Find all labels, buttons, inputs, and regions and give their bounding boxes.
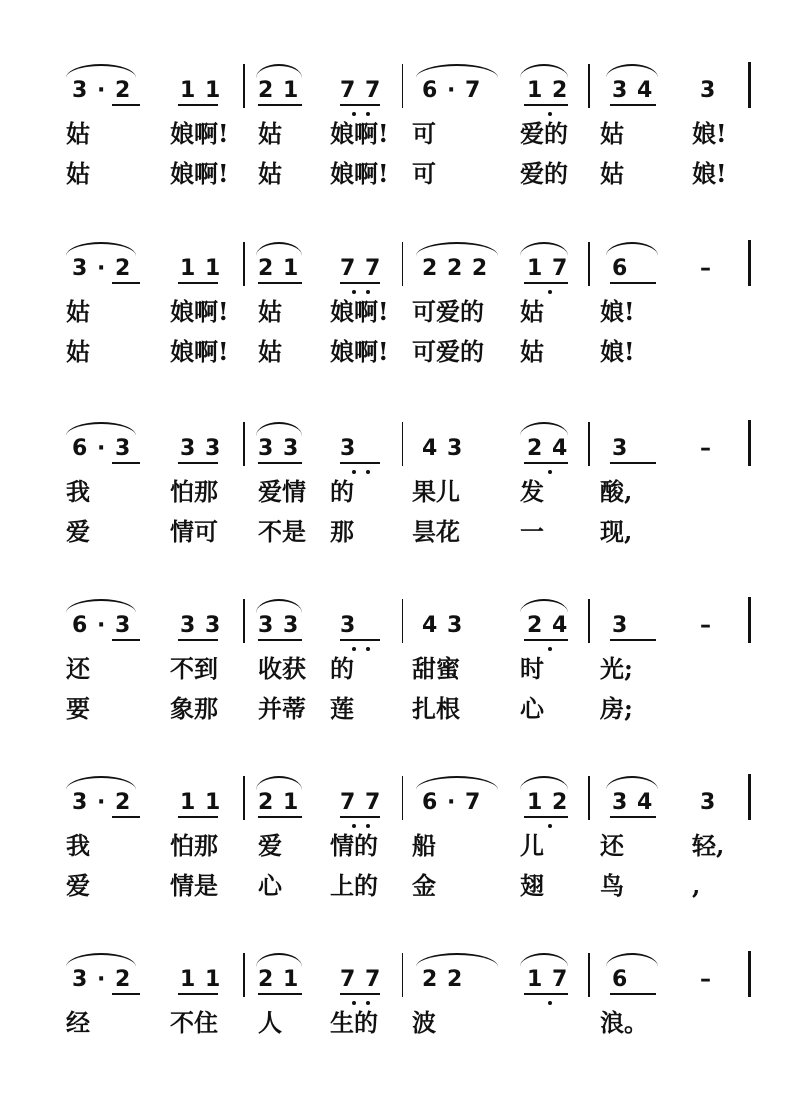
lyric-syllable: 情是 <box>170 871 218 900</box>
beam-line <box>340 993 380 995</box>
slur <box>256 776 302 790</box>
lyric-syllable: 波 <box>412 1008 436 1037</box>
end-bar-line <box>748 597 751 643</box>
lyric-syllable: 娘啊! <box>170 159 229 188</box>
lyric-syllable: 浪。 <box>600 1008 648 1037</box>
slur <box>520 422 568 436</box>
note-group: 2 2 2 <box>422 256 489 281</box>
lyric-syllable: 象那 <box>170 694 218 723</box>
note-group: 1 7 <box>527 967 569 992</box>
lyric-syllable: 姑 <box>258 159 282 188</box>
note-group: 6 · 7 <box>422 790 482 815</box>
lyric-syllable: 娘啊! <box>170 297 229 326</box>
lyric-syllable: 姑 <box>600 119 624 148</box>
note-group: 3 <box>612 613 629 638</box>
lyric-syllable: 发 <box>520 477 544 506</box>
lyric-syllable: 娘! <box>600 297 635 326</box>
octave-dot <box>366 824 370 828</box>
beam-line <box>610 282 656 284</box>
lyric-syllable: 姑 <box>66 119 90 148</box>
octave-dot <box>366 112 370 116</box>
bar-line <box>588 422 590 466</box>
note-group: 2 1 <box>258 967 300 992</box>
lyric-syllable: 爱的 <box>520 119 568 148</box>
beam-line <box>610 639 656 641</box>
note-group: 2 1 <box>258 78 300 103</box>
beam-line <box>112 282 140 284</box>
beam-line <box>524 993 568 995</box>
note-group: 3 3 <box>258 613 300 638</box>
note-group: 1 2 <box>527 790 569 815</box>
note-group: 3 <box>700 78 717 103</box>
lyric-syllable: 还 <box>600 831 624 860</box>
note-group: 1 2 <box>527 78 569 103</box>
lyric-syllable: 我 <box>66 477 90 506</box>
lyric-syllable: 那 <box>330 517 354 546</box>
lyric-syllable: 现, <box>600 517 633 546</box>
slur <box>520 64 568 78</box>
slur <box>606 64 658 78</box>
lyric-syllable: 可 <box>412 119 436 148</box>
beam-line <box>610 104 656 106</box>
lyric-syllable: 娘啊! <box>170 337 229 366</box>
bar-line <box>588 953 590 997</box>
lyric-syllable: 人 <box>258 1008 282 1037</box>
slur <box>256 242 302 256</box>
note-group: 2 2 <box>422 967 464 992</box>
slur <box>520 242 568 256</box>
sustain-dash: – <box>700 613 711 638</box>
note-group: 7 7 <box>340 256 382 281</box>
bar-line <box>402 599 403 643</box>
lyric-syllable: 娘! <box>692 119 727 148</box>
lyric-syllable: 姑 <box>258 297 282 326</box>
lyric-syllable: 娘啊! <box>330 119 389 148</box>
slur <box>66 242 136 256</box>
lyric-syllable: 船 <box>412 831 436 860</box>
beam-line <box>178 462 218 464</box>
bar-line <box>588 776 590 820</box>
slur <box>520 776 568 790</box>
lyric-syllable: 娘啊! <box>330 159 389 188</box>
note-group: 3 3 <box>180 613 222 638</box>
bar-line <box>402 776 403 820</box>
slur <box>66 422 136 436</box>
lyric-syllable: 还 <box>66 654 90 683</box>
slur <box>606 776 658 790</box>
octave-dot <box>548 290 552 294</box>
slur <box>606 242 658 256</box>
note-group: 6 <box>612 967 629 992</box>
octave-dot <box>366 290 370 294</box>
beam-line <box>340 104 380 106</box>
octave-dot <box>352 290 356 294</box>
beam-line <box>258 993 302 995</box>
beam-line <box>258 639 302 641</box>
octave-dot <box>352 824 356 828</box>
end-bar-line <box>748 951 751 997</box>
slur <box>256 953 302 967</box>
note-group: 3 3 <box>258 436 300 461</box>
octave-dot <box>548 1001 552 1005</box>
note-group: 6 · 3 <box>72 436 132 461</box>
bar-line <box>243 422 245 466</box>
note-group: 6 · 7 <box>422 78 482 103</box>
beam-line <box>178 639 218 641</box>
slur <box>66 953 136 967</box>
lyric-syllable: 娘啊! <box>330 337 389 366</box>
octave-dot <box>352 112 356 116</box>
note-group: 1 1 <box>180 78 222 103</box>
beam-line <box>524 104 568 106</box>
bar-line <box>402 242 403 286</box>
beam-line <box>258 816 302 818</box>
end-bar-line <box>748 774 751 820</box>
lyric-syllable: 姑 <box>600 159 624 188</box>
octave-dot <box>548 112 552 116</box>
note-group: 6 · 3 <box>72 613 132 638</box>
lyric-syllable: 心 <box>520 694 544 723</box>
lyric-syllable: 昙花 <box>412 517 460 546</box>
beam-line <box>258 282 302 284</box>
bar-line <box>588 64 590 108</box>
slur <box>606 953 658 967</box>
lyric-syllable: 上的 <box>330 871 378 900</box>
beam-line <box>112 816 140 818</box>
octave-dot <box>548 647 552 651</box>
octave-dot <box>352 1001 356 1005</box>
beam-line <box>112 462 140 464</box>
lyric-syllable: 可爱的 <box>412 337 484 366</box>
lyric-syllable: 要 <box>66 694 90 723</box>
lyric-syllable: 不住 <box>170 1008 218 1037</box>
note-group: 7 7 <box>340 790 382 815</box>
note-group: 1 1 <box>180 256 222 281</box>
bar-line <box>243 242 245 286</box>
lyric-syllable: 轻, <box>692 831 725 860</box>
lyric-syllable: 姑 <box>66 337 90 366</box>
bar-line <box>588 599 590 643</box>
lyric-syllable: 姑 <box>258 337 282 366</box>
note-group: 3 4 <box>612 78 654 103</box>
lyric-syllable: 莲 <box>330 694 354 723</box>
lyric-syllable: 扎根 <box>412 694 460 723</box>
end-bar-line <box>748 62 751 108</box>
lyric-syllable: 光; <box>600 654 633 683</box>
bar-line <box>243 599 245 643</box>
lyric-syllable: 爱 <box>66 517 90 546</box>
note-group: 1 7 <box>527 256 569 281</box>
beam-line <box>610 993 656 995</box>
beam-line <box>178 104 218 106</box>
lyric-syllable: 爱情 <box>258 477 306 506</box>
lyric-syllable: 爱的 <box>520 159 568 188</box>
slur <box>66 776 136 790</box>
note-group: 2 4 <box>527 613 569 638</box>
beam-line <box>112 993 140 995</box>
lyric-syllable: 怕那 <box>170 477 218 506</box>
lyric-syllable: 可爱的 <box>412 297 484 326</box>
beam-line <box>610 816 656 818</box>
beam-line <box>112 639 140 641</box>
beam-line <box>524 639 568 641</box>
lyric-syllable: 我 <box>66 831 90 860</box>
beam-line <box>178 993 218 995</box>
lyric-syllable: 甜蜜 <box>412 654 460 683</box>
note-group: 4 3 <box>422 613 464 638</box>
note-group: 2 4 <box>527 436 569 461</box>
lyric-syllable: , <box>692 871 701 900</box>
lyric-syllable: 情可 <box>170 517 218 546</box>
lyric-syllable: 姑 <box>66 159 90 188</box>
bar-line <box>588 242 590 286</box>
lyric-syllable: 心 <box>258 871 282 900</box>
lyric-syllable: 可 <box>412 159 436 188</box>
slur <box>256 64 302 78</box>
lyric-syllable: 娘啊! <box>170 119 229 148</box>
bar-line <box>243 64 245 108</box>
sustain-dash: – <box>700 436 711 461</box>
note-group: 3 · 2 <box>72 967 132 992</box>
lyric-syllable: 的 <box>330 477 354 506</box>
slur <box>416 953 498 967</box>
bar-line <box>402 422 403 466</box>
octave-dot <box>548 824 552 828</box>
beam-line <box>340 282 380 284</box>
lyric-syllable: 金 <box>412 871 436 900</box>
beam-line <box>524 816 568 818</box>
note-group: 3 <box>700 790 717 815</box>
lyric-syllable: 不是 <box>258 517 306 546</box>
note-group: 3 3 <box>180 436 222 461</box>
lyric-syllable: 娘! <box>692 159 727 188</box>
slur <box>66 64 136 78</box>
lyric-syllable: 娘啊! <box>330 297 389 326</box>
lyric-syllable: 不到 <box>170 654 218 683</box>
note-group: 3 · 2 <box>72 790 132 815</box>
beam-line <box>610 462 656 464</box>
note-group: 7 7 <box>340 967 382 992</box>
lyric-syllable: 果儿 <box>412 477 460 506</box>
lyric-syllable: 经 <box>66 1008 90 1037</box>
note-group: 3 · 2 <box>72 256 132 281</box>
octave-dot <box>352 470 356 474</box>
slur <box>520 953 568 967</box>
slur <box>256 422 302 436</box>
slur <box>520 599 568 613</box>
lyric-syllable: 并蒂 <box>258 694 306 723</box>
beam-line <box>340 816 380 818</box>
beam-line <box>178 282 218 284</box>
lyric-syllable: 姑 <box>520 337 544 366</box>
note-group: 6 <box>612 256 629 281</box>
note-group: 1 1 <box>180 790 222 815</box>
bar-line <box>402 953 403 997</box>
slur <box>66 599 136 613</box>
lyric-syllable: 收获 <box>258 654 306 683</box>
bar-line <box>402 64 403 108</box>
lyric-syllable: 爱 <box>66 871 90 900</box>
octave-dot <box>366 1001 370 1005</box>
lyric-syllable: 娘! <box>600 337 635 366</box>
end-bar-line <box>748 420 751 466</box>
beam-line <box>258 104 302 106</box>
slur <box>416 64 498 78</box>
sustain-dash: – <box>700 256 711 281</box>
note-group: 3 <box>340 436 357 461</box>
lyric-syllable: 爱 <box>258 831 282 860</box>
lyric-syllable: 翅 <box>520 871 544 900</box>
lyric-syllable: 情的 <box>330 831 378 860</box>
note-group: 3 · 2 <box>72 78 132 103</box>
note-group: 2 1 <box>258 256 300 281</box>
beam-line <box>178 816 218 818</box>
lyric-syllable: 的 <box>330 654 354 683</box>
beam-line <box>258 462 302 464</box>
beam-line <box>340 462 380 464</box>
note-group: 7 7 <box>340 78 382 103</box>
lyric-syllable: 怕那 <box>170 831 218 860</box>
bar-line <box>243 776 245 820</box>
note-group: 3 <box>612 436 629 461</box>
end-bar-line <box>748 240 751 286</box>
lyric-syllable: 酸, <box>600 477 633 506</box>
beam-line <box>524 462 568 464</box>
lyric-syllable: 姑 <box>520 297 544 326</box>
beam-line <box>524 282 568 284</box>
lyric-syllable: 鸟 <box>600 871 624 900</box>
beam-line <box>112 104 140 106</box>
sustain-dash: – <box>700 967 711 992</box>
octave-dot <box>548 470 552 474</box>
octave-dot <box>352 647 356 651</box>
lyric-syllable: 儿 <box>520 831 544 860</box>
note-group: 1 1 <box>180 967 222 992</box>
slur <box>256 599 302 613</box>
lyric-syllable: 一 <box>520 517 544 546</box>
note-group: 3 4 <box>612 790 654 815</box>
lyric-syllable: 房; <box>600 694 633 723</box>
lyric-syllable: 生的 <box>330 1008 378 1037</box>
note-group: 3 <box>340 613 357 638</box>
beam-line <box>340 639 380 641</box>
lyric-syllable: 姑 <box>66 297 90 326</box>
lyric-syllable: 时 <box>520 654 544 683</box>
slur <box>416 242 498 256</box>
lyric-syllable: 姑 <box>258 119 282 148</box>
slur <box>416 776 498 790</box>
bar-line <box>243 953 245 997</box>
note-group: 2 1 <box>258 790 300 815</box>
octave-dot <box>366 647 370 651</box>
note-group: 4 3 <box>422 436 464 461</box>
octave-dot <box>366 470 370 474</box>
